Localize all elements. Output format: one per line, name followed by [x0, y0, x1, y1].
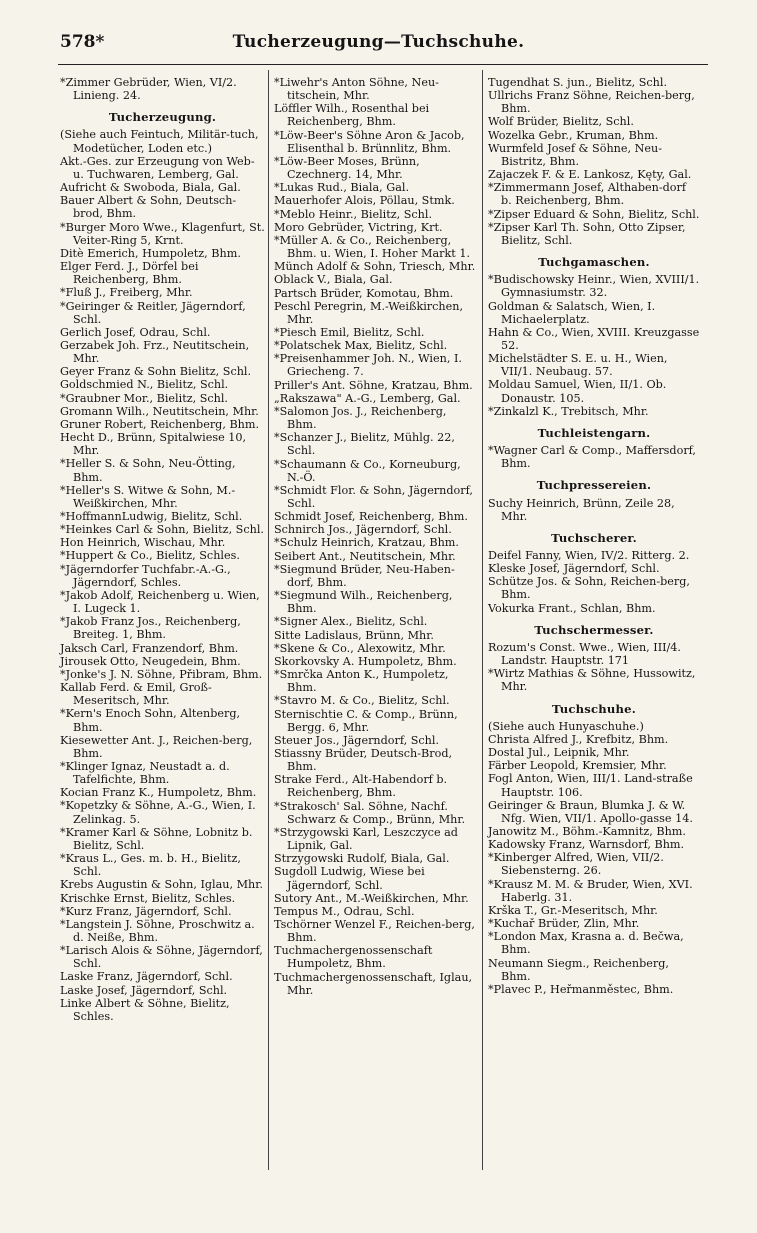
section-heading: Tuchleistengarn. [537, 425, 651, 440]
section-heading: Tucherzeugung. [108, 110, 217, 125]
directory-entry: *Zinkalzl K., Trebitsch, Mhr. [488, 404, 649, 418]
directory-entry: Krebs Augustin & Sohn, Iglau, Mhr. [60, 878, 263, 892]
directory-entry: *London Max, Krasna a. d. Bečwa, Bhm. [488, 930, 684, 957]
section-heading: Tuchgamaschen. [538, 255, 650, 270]
directory-entry: Mauerhofer Alois, Pöllau, Stmk. [274, 194, 455, 208]
column-divider [482, 70, 483, 1170]
column-left [60, 76, 265, 1023]
directory-entry: *Zipser Karl Th. Sohn, Otto Zipser, Bielitz, Schl. [488, 220, 686, 247]
column-middle [274, 76, 479, 997]
directory-entry: *Strakosch' Sal. Söhne, Nachf. Schwarz & Comp., Brünn, Mhr. [274, 799, 466, 826]
directory-entry: *Fluß J., Freiberg, Mhr. [60, 286, 193, 300]
directory-entry: *Zimmer Gebrüder, Wien, VI/2. Linieng. 24. [60, 76, 237, 103]
directory-entry: Kadowsky Franz, Warnsdorf, Bhm. [488, 838, 685, 852]
directory-entry: Deifel Fanny, Wien, IV/2. Ritterg. 2. [488, 549, 690, 562]
section-heading: Tuchschermesser. [534, 622, 654, 637]
directory-entry: Gerzabek Joh. Frz., Neutitschein, Mhr. [60, 338, 250, 366]
directory-entry: *Huppert & Co., Bielitz, Schles. [60, 549, 240, 563]
directory-entry: *Stavro M. & Co., Bielitz, Schl. [274, 694, 450, 708]
directory-entry: Zajaczek F. & E. Lankosz, Kęty, Gal. [488, 168, 692, 182]
directory-entry: Sitte Ladislaus, Brünn, Mhr. [274, 628, 434, 642]
directory-entry: Goldman & Salatsch, Wien, I. Michaelerplatz. [488, 299, 656, 326]
directory-entry: Strzygowski Rudolf, Biala, Gal. [274, 852, 450, 866]
directory-entry: Elger Ferd. J., Dörfel bei Reichenberg, Bhm. [60, 260, 199, 287]
directory-entry: *Kraus L., Ges. m. b. H., Bielitz, Schl. [60, 852, 241, 879]
directory-entry: *Lukas Rud., Biala, Gal. [274, 181, 410, 195]
directory-entry: Geyer Franz & Sohn Bielitz, Schl. [60, 365, 252, 379]
directory-entry: Tschörner Wenzel F., Reichen-berg, Bhm. [274, 918, 475, 945]
directory-entry: *Meblo Heinr., Bielitz, Schl. [274, 207, 432, 221]
directory-entry: Dostal Jul., Leipnik, Mhr. [488, 746, 630, 760]
directory-entry: *Schanzer J., Bielitz, Mühlg. 22, Schl. [274, 431, 455, 458]
directory-entry: Laske Josef, Jägerndorf, Schl. [60, 983, 228, 997]
directory-entry: Schnirch Jos., Jägerndorf, Schl. [274, 523, 452, 537]
directory-entry: Ullrichs Franz Söhne, Reichen-berg, Bhm. [488, 89, 695, 116]
directory-entry: Stiassny Brüder, Deutsch-Brod, Bhm. [274, 746, 453, 774]
directory-entry: *Piesch Emil, Bielitz, Schl. [274, 325, 425, 339]
directory-entry: Moro Gebrüder, Victring, Krt. [274, 220, 443, 234]
directory-entry: Oblack V., Biala, Gal. [274, 273, 393, 287]
directory-entry: Laske Franz, Jägerndorf, Schl. [60, 970, 233, 984]
directory-entry: Tuchmachergenossenschaft Humpoletz, Bhm. [274, 944, 433, 971]
directory-entry: *Schmidt Flor. & Sohn, Jägerndorf, Schl. [274, 483, 473, 510]
directory-entry: Goldschmied N., Bielitz, Schl. [60, 378, 229, 392]
directory-entry: Färber Leopold, Kremsier, Mhr. [488, 759, 667, 773]
directory-entry: Linke Albert & Söhne, Bielitz, Schles. [60, 996, 230, 1023]
directory-entry: *Kurz Franz, Jägerndorf, Schl. [60, 904, 232, 918]
directory-entry: Rozum's Const. Wwe., Wien, III/4. Landstr. Hauptstr. 171 [488, 640, 681, 668]
column-right [488, 76, 700, 996]
section-note: (Siehe auch Hunyaschuhe.) [488, 719, 644, 733]
directory-entry: *Kopetzky & Söhne, A.-G., Wien, I. Zelinkag. 5. [60, 799, 256, 826]
directory-entry: *Geiringer & Reitler, Jägerndorf, Schl. [60, 299, 246, 326]
directory-entry: Fogl Anton, Wien, III/1. Land-straße Hauptstr. 106. [488, 772, 693, 799]
directory-entry: *Zimmermann Josef, Althaben-dorf b. Reichenberg, Bhm. [488, 181, 686, 208]
directory-entry: Jirousek Otto, Neugedein, Bhm. [60, 654, 241, 668]
directory-entry: *Siegmund Wilh., Reichenberg, Bhm. [274, 589, 453, 616]
directory-entry: Sutory Ant., M.-Weißkirchen, Mhr. [274, 891, 469, 905]
page-header [0, 30, 757, 64]
directory-entry: *Budischowsky Heinr., Wien, XVIII/1. Gymnasiumstr. 32. [488, 273, 700, 300]
directory-entry: Aufricht & Swoboda, Biala, Gal. [60, 181, 241, 195]
directory-entry: *Plavec P., Heřmanměstec, Bhm. [488, 982, 674, 996]
directory-entry: Gerlich Josef, Odrau, Schl. [60, 325, 211, 339]
directory-entry: Schütze Jos. & Sohn, Reichen-berg, Bhm. [488, 575, 690, 602]
directory-entry: *Kuchař Brüder, Zlin, Mhr. [488, 917, 640, 931]
directory-entry: Tuchmachergenossenschaft, Iglau, Mhr. [274, 970, 473, 997]
directory-entry: „Rakszawa" A.-G., Lemberg, Gal. [274, 391, 461, 405]
directory-entry: *Heinkes Carl & Sohn, Bielitz, Schl. [60, 523, 264, 537]
directory-entry: Suchy Heinrich, Brünn, Zeile 28, Mhr. [488, 496, 675, 523]
directory-entry: *Heller's S. Witwe & Sohn, M.-Weißkirchen, Mhr. [60, 483, 236, 510]
directory-entry: Neumann Siegm., Reichenberg, Bhm. [488, 956, 669, 983]
directory-entry: Partsch Brüder, Komotau, Bhm. [274, 286, 454, 300]
directory-entry: Hecht D., Brünn, Spitalwiese 10, Mhr. [60, 431, 247, 458]
directory-entry: *Strzygowski Karl, Leszczyce ad Lipnik, Gal. [274, 825, 458, 853]
directory-entry: Michelstädter S. E. u. H., Wien, VII/1. Neubaug. 57. [488, 352, 668, 379]
directory-entry: *Wagner Carl & Comp., Maffersdorf, Bhm. [488, 444, 696, 471]
directory-entry: *Signer Alex., Bielitz, Schl. [274, 615, 428, 629]
directory-entry: *Preisenhammer Joh. N., Wien, I. Griecheng. 7. [274, 352, 462, 379]
directory-entry: Gruner Robert, Reichenberg, Bhm. [60, 417, 260, 431]
directory-entry: Wozelka Gebr., Kruman, Bhm. [488, 128, 659, 142]
header-rule [58, 64, 708, 65]
directory-entry: *Polatschek Max, Bielitz, Schl. [274, 339, 448, 353]
directory-entry: Wurmfeld Josef & Söhne, Neu-Bistritz, Bhm. [488, 141, 662, 168]
directory-entry: Münch Adolf & Sohn, Triesch, Mhr. [274, 260, 476, 274]
directory-entry: *Löw-Beer Moses, Brünn, Czechnerg. 14, Mhr. [274, 154, 420, 182]
directory-entry: Kallab Ferd. & Emil, Groß-Meseritsch, Mhr. [60, 681, 212, 708]
section-heading: Tuchpressereien. [536, 478, 652, 493]
directory-entry: *Jakob Franz Jos., Reichenberg, Breiteg. 1, Bhm. [60, 615, 241, 642]
directory-entry: Akt.-Ges. zur Erzeugung von Web- u. Tuchwaren, Lemberg, Gal. [60, 154, 255, 181]
page-title: Tucherzeugung—Tuchschuhe. [232, 32, 525, 52]
directory-entry: *Klinger Ignaz, Neustadt a. d. Tafelfichte, Bhm. [60, 759, 230, 787]
directory-entry: Hon Heinrich, Wischau, Mhr. [60, 536, 226, 550]
directory-entry: Janowitz M., Böhm.-Kamnitz, Bhm. [488, 824, 686, 838]
directory-entry: *Skene & Co., Alexowitz, Mhr. [274, 641, 446, 655]
directory-entry: Seibert Ant., Neutitschein, Mhr. [274, 549, 456, 563]
directory-entry: *Müller A. & Co., Reichenberg, Bhm. u. Wien, I. Hoher Markt 1. [274, 233, 471, 261]
directory-entry: *Graubner Mor., Bielitz, Schl. [60, 391, 228, 405]
section-heading: Tuchscherer. [551, 530, 637, 545]
directory-entry: *Jonke's J. N. Söhne, Přibram, Bhm. [60, 667, 263, 681]
directory-entry: *Liwehr's Anton Söhne, Neu-titschein, Mhr. [274, 76, 439, 103]
page-number: 578* [60, 32, 105, 52]
directory-entry: Tempus M., Odrau, Schl. [274, 904, 415, 918]
section-note: (Siehe auch Feintuch, Militär-tuch, Modetücher, Loden etc.) [60, 128, 259, 155]
directory-entry: *Kramer Karl & Söhne, Lobnitz b. Bielitz, Schl. [60, 825, 253, 852]
directory-entry: Sugdoll Ludwig, Wiese bei Jägerndorf, Schl. [274, 865, 425, 892]
directory-entry: Vokurka Frant., Schlan, Bhm. [488, 601, 656, 615]
directory-entry: Krška T., Gr.-Meseritsch, Mhr. [488, 903, 658, 917]
directory-entry: *Langstein J. Söhne, Proschwitz a. d. Neiße, Bhm. [60, 917, 255, 944]
directory-entry: Moldau Samuel, Wien, II/1. Ob. Donaustr. 105. [488, 378, 667, 405]
directory-entry: *Zipser Eduard & Sohn, Bielitz, Schl. [488, 207, 700, 221]
directory-entry: Ditè Emerich, Humpoletz, Bhm. [60, 246, 241, 260]
directory-entry: *Schulz Heinrich, Kratzau, Bhm. [274, 536, 459, 550]
directory-entry: *Burger Moro Wwe., Klagenfurt, St. Veiter-Ring 5, Krnt. [60, 220, 265, 247]
directory-entry: *Siegmund Brüder, Neu-Haben-dorf, Bhm. [274, 562, 455, 589]
column-divider [268, 70, 269, 1170]
directory-entry: Geiringer & Braun, Blumka J. & W. Nfg. Wien, VII/1. Apollo-gasse 14. [488, 798, 693, 825]
directory-entry: Priller's Ant. Söhne, Kratzau, Bhm. [274, 378, 473, 392]
section-heading: Tuchschuhe. [552, 701, 636, 716]
directory-entry: Hahn & Co., Wien, XVIII. Kreuzgasse 52. [488, 325, 700, 352]
directory-entry: Bauer Albert & Sohn, Deutsch-brod, Bhm. [60, 194, 237, 221]
directory-entry: Sternischtie C. & Comp., Brünn, Bergg. 6, Mhr. [274, 707, 458, 734]
directory-entry: *Larisch Alois & Söhne, Jägerndorf, Schl. [60, 944, 263, 971]
directory-entry: *Schaumann & Co., Korneuburg, N.-Ö. [274, 457, 461, 484]
directory-entry: *Smrčka Anton K., Humpoletz, Bhm. [274, 668, 449, 695]
directory-entry: *Krausz M. M. & Bruder, Wien, XVI. Haberlg. 31. [488, 877, 693, 904]
directory-entry: Kiesewetter Ant. J., Reichen-berg, Bhm. [60, 733, 253, 760]
directory-entry: Steuer Jos., Jägerndorf, Schl. [274, 733, 439, 747]
directory-entry: Tugendhat S. jun., Bielitz, Schl. [488, 76, 668, 89]
directory-entry: Gromann Wilh., Neutitschein, Mhr. [60, 404, 259, 418]
directory-entry: Schmidt Josef, Reichenberg, Bhm. [274, 510, 468, 524]
directory-entry: Peschl Peregrin, M.-Weißkirchen, Mhr. [274, 299, 464, 326]
directory-entry: *Jakob Adolf, Reichenberg u. Wien, I. Lugeck 1. [60, 588, 260, 616]
directory-entry: *Kinberger Alfred, Wien, VII/2. Siebensterng. 26. [488, 851, 664, 878]
directory-entry: Skorkovsky A. Humpoletz, Bhm. [274, 654, 457, 668]
directory-entry: *HoffmannLudwig, Bielitz, Schl. [60, 510, 243, 523]
directory-entry: *Salomon Jos. J., Reichenberg, Bhm. [274, 404, 447, 432]
directory-entry: Krischke Ernst, Bielitz, Schles. [60, 891, 236, 905]
directory-entry: *Heller S. & Sohn, Neu-Ötting, Bhm. [60, 457, 236, 484]
directory-entry: Löffler Wilh., Rosenthal bei Reichenberg, Bhm. [274, 102, 430, 129]
directory-entry: Strake Ferd., Alt-Habendorf b. Reichenberg, Bhm. [274, 773, 448, 800]
directory-entry: *Kern's Enoch Sohn, Altenberg, Bhm. [60, 707, 241, 734]
directory-entry: *Wirtz Mathias & Söhne, Hussowitz, Mhr. [488, 667, 696, 694]
directory-entry: Christa Alfred J., Krefbitz, Bhm. [488, 732, 669, 746]
directory-entry: Jaksch Carl, Franzendorf, Bhm. [60, 641, 239, 655]
directory-entry: Kleske Josef, Jägerndorf, Schl. [488, 562, 660, 576]
directory-entry: Kocian Franz K., Humpoletz, Bhm. [60, 786, 257, 800]
directory-entry: *Jägerndorfer Tuchfabr.-A.-G., Jägerndorf, Schles. [60, 562, 231, 589]
directory-entry: Wolf Brüder, Bielitz, Schl. [488, 115, 634, 129]
directory-entry: *Löw-Beer's Söhne Aron & Jacob, Elisenthal b. Brünnlitz, Bhm. [274, 128, 465, 155]
